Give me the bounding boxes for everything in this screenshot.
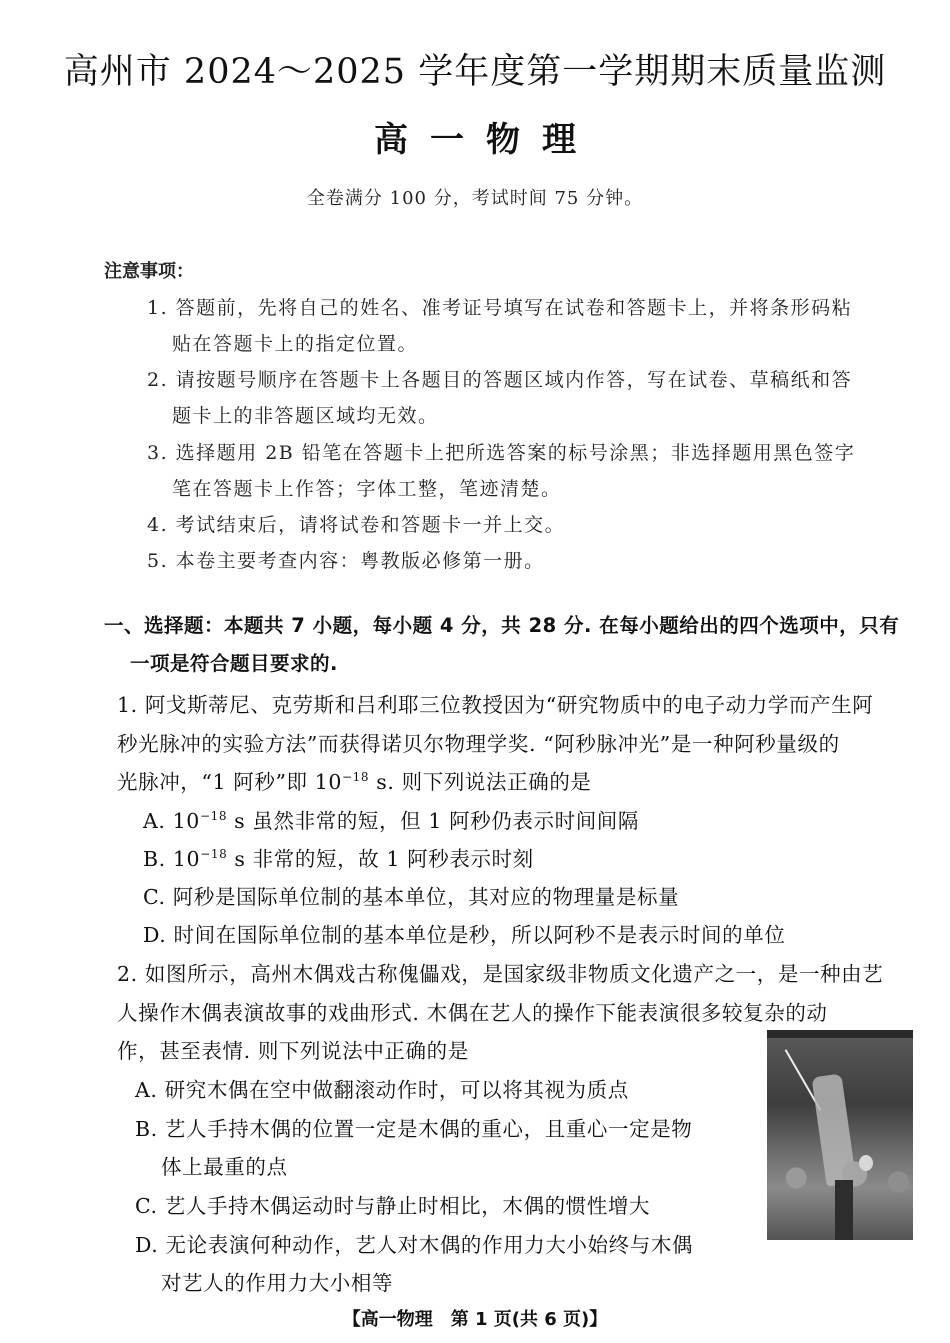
notice-line: 题卡上的非答题区域均无效。 bbox=[172, 405, 439, 427]
section-heading-cont: 一项是符合题目要求的. bbox=[130, 652, 338, 675]
notice-line: 5. 本卷主要考查内容：粤教版必修第一册。 bbox=[147, 550, 545, 572]
section-heading: 一、选择题：本题共 7 小题，每小题 4 分，共 28 分. 在每小题给出的四个选项中，只有 bbox=[104, 614, 900, 637]
notice-heading: 注意事项： bbox=[104, 261, 194, 282]
notice-line: 1. 答题前，先将自己的姓名、准考证号填写在试卷和答题卡上，并将条形码粘 bbox=[147, 297, 853, 319]
question-2-stem: 人操作木偶表演故事的戏曲形式. 木偶在艺人的操作下能表演很多较复杂的动 bbox=[117, 1001, 828, 1025]
notice-line: 笔在答题卡上作答；字体工整，笔迹清楚。 bbox=[172, 478, 562, 500]
subject-title: 高一物理 bbox=[374, 120, 598, 160]
question-2-stem: 作，甚至表情. 则下列说法中正确的是 bbox=[117, 1039, 469, 1063]
question-2-option-a: A. 研究木偶在空中做翻滚动作时，可以将其视为质点 bbox=[135, 1078, 629, 1102]
question-1-stem: 光脉冲，“1 阿秒”即 $10^{-18}$ s. 则下列说法正确的是 bbox=[117, 770, 592, 794]
question-1-option-c: C. 阿秒是国际单位制的基本单位，其对应的物理量是标量 bbox=[143, 885, 680, 909]
question-2-option-d: D. 无论表演何种动作，艺人对木偶的作用力大小始终与木偶 bbox=[135, 1233, 694, 1257]
notice-line: 3. 选择题用 2B 铅笔在答题卡上把所选答案的标号涂黑；非选择题用黑色签字 bbox=[147, 442, 856, 464]
question-2-stem: 2. 如图所示，高州木偶戏古称傀儡戏，是国家级非物质文化遗产之一，是一种由艺 bbox=[117, 962, 884, 986]
question-2-option-b-cont: 体上最重的点 bbox=[161, 1155, 288, 1179]
question-1-stem: 1. 阿戈斯蒂尼、克劳斯和吕利耶三位教授因为“研究物质中的电子动力学而产生阿 bbox=[117, 693, 874, 717]
page-footer: 【高一物理 第 1 页(共 6 页)】 bbox=[342, 1309, 608, 1330]
question-1-stem: 秒光脉冲的实验方法”而获得诺贝尔物理学奖. “阿秒脉冲光”是一种阿秒量级的 bbox=[117, 732, 840, 756]
question-1-option-b: B. $10^{-18}$ s 非常的短，故 1 阿秒表示时刻 bbox=[143, 847, 534, 871]
question-1-option-a: A. $10^{-18}$ s 虽然非常的短，但 1 阿秒仍表示时间间隔 bbox=[143, 809, 639, 833]
question-2-option-d-cont: 对艺人的作用力大小相等 bbox=[161, 1271, 394, 1295]
notice-line: 4. 考试结束后，请将试卷和答题卡一并上交。 bbox=[147, 514, 566, 536]
question-1-option-d: D. 时间在国际单位制的基本单位是秒，所以阿秒不是表示时间的单位 bbox=[143, 923, 786, 947]
notice-line: 2. 请按题号顺序在答题卡上各题目的答题区域内作答，写在试卷、草稿纸和答 bbox=[147, 369, 853, 391]
question-2-option-c: C. 艺人手持木偶运动时与静止时相比，木偶的惯性增大 bbox=[135, 1194, 651, 1218]
exam-meta: 全卷满分 100 分，考试时间 75 分钟。 bbox=[306, 188, 644, 209]
puppet-photo bbox=[767, 1030, 913, 1240]
question-2-option-b: B. 艺人手持木偶的位置一定是木偶的重心，且重心一定是物 bbox=[135, 1117, 693, 1141]
notice-line: 贴在答题卡上的指定位置。 bbox=[172, 333, 419, 355]
exam-title: 高州市 2024～2025 学年度第一学期期末质量监测 bbox=[63, 52, 887, 92]
